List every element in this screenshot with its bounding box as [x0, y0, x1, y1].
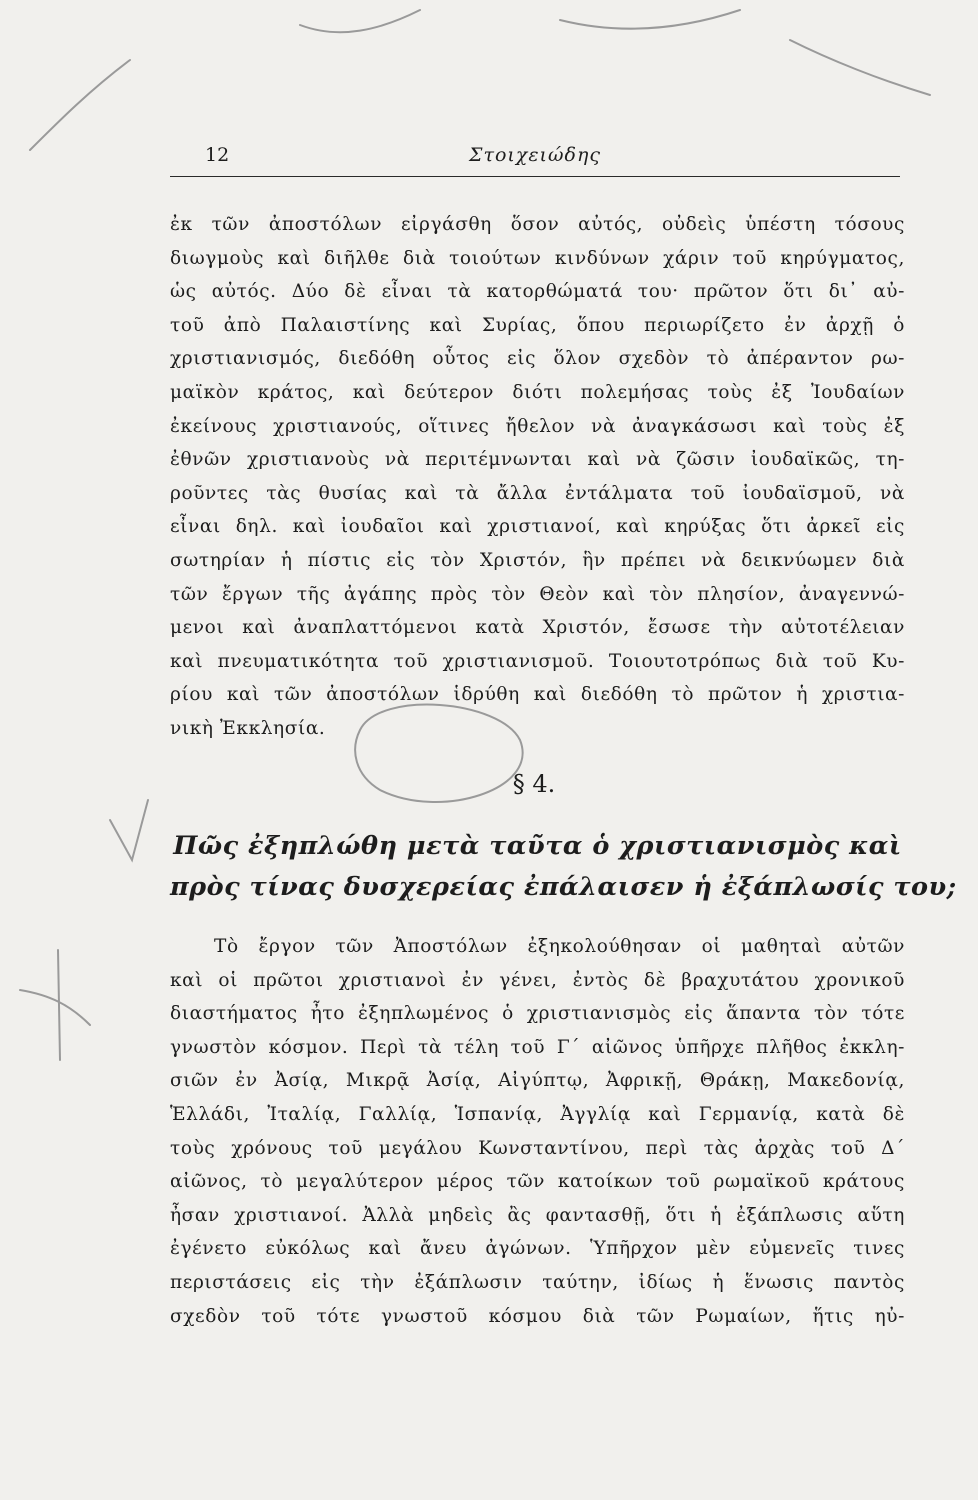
paragraph-2 [170, 930, 905, 1333]
text-line: διαστήματος ἦτο ἐξηπλωμένος ὁ χριστιανισμὸς εἰς ἅπαντα τὸν τότε [170, 1003, 905, 1025]
pencil-scribble-top [30, 10, 930, 150]
text-line: ἦσαν χριστιανοί. Ἀλλὰ μηδεὶς ἂς φαντασθῇ, ὅτι ἡ ἐξάπλωσις αὕτη [170, 1204, 905, 1226]
text-line: ἐθνῶν χριστιανοὺς νὰ περιτέμνωνται καὶ νὰ ζῶσιν ἰουδαϊκῶς, τη- [170, 449, 905, 471]
text-line: περιστάσεις εἰς τὴν ἐξάπλωσιν ταύτην, ἰδίως ἡ ἕνωσις παντὸς [170, 1271, 905, 1293]
pencil-check [110, 800, 148, 860]
text-line: σχεδὸν τοῦ τότε γνωστοῦ κόσμου διὰ τῶν Ρωμαίων, ἥτις ηὐ- [170, 1305, 905, 1327]
text-line: εἶναι δηλ. καὶ ἰουδαῖοι καὶ χριστιανοί, καὶ κηρύξας ὅτι ἀρκεῖ εἰς [170, 516, 905, 538]
section-heading-line: πρὸς τίνας δυσχερείας ἐπάλαισεν ἡ ἐξάπλωσίς του; [170, 872, 957, 902]
section-heading [170, 826, 957, 908]
text-line: γνωστὸν κόσμον. Περὶ τὰ τέλη τοῦ Γ΄ αἰῶνος ὑπῆρχε πλῆθος ἐκκλη- [170, 1036, 905, 1058]
section-number: § 4. [512, 770, 556, 798]
text-line: τῶν ἔργων τῆς ἀγάπης πρὸς τὸν Θεὸν καὶ τὸν πλησίον, ἀναγεννώ- [170, 583, 905, 605]
text-line: Τὸ ἔργον τῶν Ἀποστόλων ἐξηκολούθησαν οἱ μαθηταὶ αὐτῶν [214, 936, 905, 957]
text-line: ρίου καὶ τῶν ἀποστόλων ἱδρύθη καὶ διεδόθη τὸ πρῶτον ἡ χριστια- [170, 684, 905, 706]
text-line: ἐκείνους χριστιανούς, οἵτινες ἤθελον νὰ ἀναγκάσωσι καὶ τοὺς ἐξ [170, 415, 905, 437]
text-line: μαϊκὸν κράτος, καὶ δεύτερον διότι πολεμήσας τοὺς ἐξ Ἰουδαίων [170, 381, 905, 403]
text-line: Ἑλλάδι, Ἰταλίᾳ, Γαλλίᾳ, Ἱσπανίᾳ, Ἀγγλίᾳ καὶ Γερμανίᾳ, κατὰ δὲ [170, 1103, 905, 1125]
text-line: καὶ οἱ πρῶτοι χριστιανοὶ ἐν γένει, ἐντὸς δὲ βραχυτάτου χρονικοῦ [170, 969, 905, 991]
running-title: Στοιχειώδης [469, 144, 601, 166]
text-line: ἐκ τῶν ἀποστόλων εἰργάσθη ὅσον αὐτός, οὐδεὶς ὑπέστη τόσους [170, 214, 905, 235]
text-line: ροῦντες τὰς θυσίας καὶ τὰ ἄλλα ἐντάλματα τοῦ ἰουδαϊσμοῦ, νὰ [170, 482, 905, 504]
text-line: σωτηρίαν ἡ πίστις εἰς τὸν Χριστόν, ἣν πρέπει νὰ δεικνύωμεν διὰ [170, 549, 905, 571]
header-rule [170, 176, 900, 177]
text-line: ὡς αὐτός. Δύο δὲ εἶναι τὰ κατορθώματά του· πρῶτον ὅτι δι᾽ αὐ- [170, 281, 905, 303]
text-line: μενοι καὶ ἀναπλαττόμενοι κατὰ Χριστόν, ἔσωσε τὴν αὐτοτέλειαν [170, 617, 905, 639]
text-line: τοῦ ἀπὸ Παλαιστίνης καὶ Συρίας, ὅπου περιωρίζετο ἐν ἀρχῇ ὁ [170, 314, 905, 336]
pencil-cross [20, 950, 90, 1060]
text-line: καὶ πνευματικότητα τοῦ χριστιανισμοῦ. Τοιουτοτρόπως διὰ τοῦ Κυ- [170, 650, 905, 672]
text-line: αἰῶνος, τὸ μεγαλύτερον μέρος τῶν κατοίκων τοῦ ρωμαϊκοῦ κράτους [170, 1171, 905, 1193]
page-number: 12 [205, 144, 230, 166]
text-line: διωγμοὺς καὶ διῆλθε διὰ τοιούτων κινδύνων χάριν τοῦ κηρύγματος, [170, 247, 905, 269]
section-heading-line: Πῶς ἐξηπλώθη μετὰ ταῦτα ὁ χριστιανισμὸς καὶ [173, 831, 902, 861]
paragraph-1 [170, 208, 905, 746]
text-line: ἐγένετο εὐκόλως καὶ ἄνευ ἀγώνων. Ὑπῆρχον μὲν εὐμενεῖς τινες [170, 1238, 905, 1260]
text-line: σιῶν ἐν Ἀσίᾳ, Μικρᾷ Ἀσίᾳ, Αἰγύπτῳ, Ἀφρικῇ, Θράκῃ, Μακεδονίᾳ, [170, 1070, 905, 1092]
text-line: τοὺς χρόνους τοῦ μεγάλου Κωνσταντίνου, περὶ τὰς ἀρχὰς τοῦ Δ΄ [170, 1137, 905, 1159]
text-line: νικὴ Ἐκκλησία. [170, 717, 326, 739]
page-header [170, 144, 900, 184]
text-line: χριστιανισμός, διεδόθη οὗτος εἰς ὅλον σχεδὸν τὸ ἀπέραντον ρω- [170, 348, 905, 370]
